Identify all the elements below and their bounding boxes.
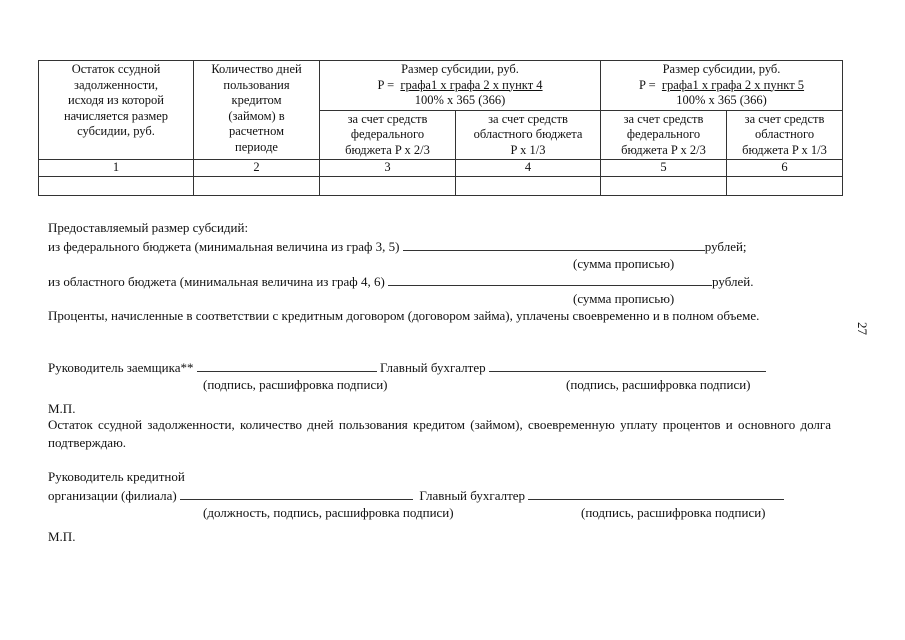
cell-col6[interactable] [727, 176, 843, 195]
accountant-signature-hint: (подпись, расшифровка подписи) [566, 377, 751, 392]
credit-org-signature-hint: (должность, подпись, расшифровка подписи) [203, 505, 454, 520]
header-col5-federal: за счет средств федерального бюджета P x 2/3 [601, 110, 727, 160]
stamp-placeholder: М.П. [48, 401, 76, 416]
cell-col4[interactable] [456, 176, 601, 195]
column-number: 5 [601, 160, 727, 177]
column-number-row [39, 160, 843, 177]
cell-col3[interactable] [320, 176, 456, 195]
cell-days-count[interactable] [194, 176, 320, 195]
page-number: 27 [855, 322, 870, 335]
regional-amount-blank[interactable] [388, 273, 712, 286]
stamp-placeholder: М.П. [48, 529, 76, 544]
column-number: 2 [194, 160, 320, 177]
credit-org-accountant-blank[interactable] [528, 487, 784, 500]
header-col3-federal: за счет средств федерального бюджета P x 2/3 [320, 110, 456, 160]
federal-amount-blank[interactable] [403, 238, 705, 251]
header-days-count: Количество дней пользования кредитом (займом) в расчетном периоде [194, 61, 320, 160]
header-col6-regional: за счет средств областного бюджета P x 1/3 [727, 110, 843, 160]
column-number: 6 [727, 160, 843, 177]
header-subsidy-regional-formula: Размер субсидии, руб. P = графа1 x графа 2 x пункт 5 100% x 365 (366) [601, 61, 843, 111]
header-col4-regional: за счет средств областного бюджета P x 1/3 [456, 110, 601, 160]
borrower-signature-blank[interactable] [197, 359, 377, 372]
header-subsidy-federal-formula: Размер субсидии, руб. P = графа1 x графа 2 x пункт 4 100% x 365 (366) [320, 61, 601, 111]
interest-paid-statement: Проценты, начисленные в соответствии с кредитным договором (договором займа), уплачены своевременно и в полном объеме. [48, 308, 760, 323]
credit-org-accountant-hint: (подпись, расшифровка подписи) [581, 505, 766, 520]
borrower-signature-line: Руководитель заемщика** Главный бухгалтер [48, 359, 766, 376]
regional-sum-words-hint: (сумма прописью) [573, 291, 675, 306]
data-entry-row[interactable] [39, 176, 843, 195]
federal-sum-words-hint: (сумма прописью) [573, 256, 675, 271]
accountant-signature-blank[interactable] [489, 359, 766, 372]
cell-loan-balance[interactable] [39, 176, 194, 195]
credit-org-signature-blank[interactable] [180, 487, 413, 500]
provided-subsidy-heading: Предоставляемый размер субсидий: [48, 220, 249, 235]
column-number: 1 [39, 160, 194, 177]
regional-budget-line: из областного бюджета (минимальная величина из граф 4, 6) рублей. [48, 274, 754, 289]
column-number: 4 [456, 160, 601, 177]
cell-col5[interactable] [601, 176, 727, 195]
borrower-signature-hint: (подпись, расшифровка подписи) [203, 377, 388, 392]
header-loan-balance: Остаток ссудной задолженности, исходя из которой начисляется размер субсидии, руб. [39, 61, 194, 160]
subsidy-calculation-table [38, 60, 843, 196]
credit-org-signature-line: организации (филиала) Главный бухгалтер [48, 487, 784, 504]
confirmation-statement: Остаток ссудной задолженности, количество дней пользования кредитом (займом), своевременную уплату процентов и основного долга подтверждаю. [48, 417, 831, 450]
federal-budget-line: из федерального бюджета (минимальная величина из граф 3, 5) рублей; [48, 239, 747, 254]
credit-org-head-label: Руководитель кредитной [48, 469, 185, 484]
column-number: 3 [320, 160, 456, 177]
